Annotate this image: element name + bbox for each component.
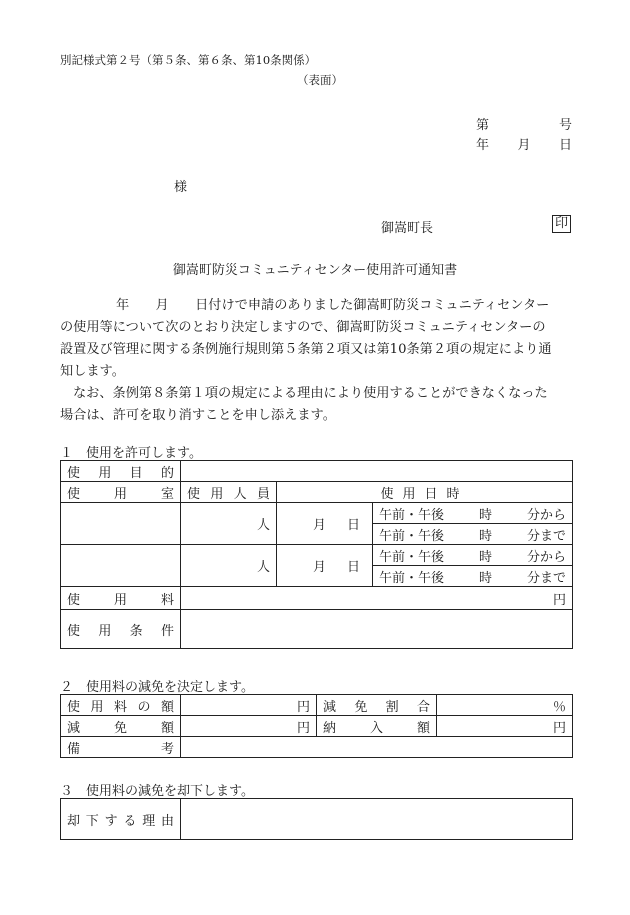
hour-unit: 時: [479, 507, 493, 523]
face-label: （表面）: [297, 73, 343, 87]
issuer-title: 御嵩町長: [381, 221, 434, 236]
hour-unit: 時: [479, 549, 493, 565]
table-row: [61, 610, 573, 649]
body-line: の使用等について次のとおり決定しますので、御嵩町防災コミュニティセンターの: [60, 320, 546, 335]
from-label: 分から: [527, 549, 567, 565]
until-label: 分まで: [527, 528, 567, 544]
addressee-honorific: 様: [174, 180, 188, 195]
body-line: なお、条例第８条第１項の規定による理由により使用することができなくなった: [73, 386, 548, 401]
ampm-label: 午前・午後: [379, 507, 445, 523]
number-prefix: 第: [476, 118, 490, 133]
conditions-field[interactable]: [181, 610, 573, 649]
reduction-rate-label: 減免割合: [317, 695, 437, 716]
fee-label: 使用料: [61, 587, 181, 610]
date-field[interactable]: [277, 503, 373, 545]
notice-body: [60, 295, 580, 427]
datetime-label: 使用日時: [277, 482, 573, 503]
people-label: 使用人員: [181, 482, 277, 503]
section2-heading: ２ 使用料の減免を決定します。: [60, 680, 254, 695]
table-row: [61, 716, 573, 737]
payment-amount-field[interactable]: 円: [437, 716, 573, 737]
month-unit: 月: [313, 518, 327, 533]
date-field[interactable]: [277, 545, 373, 587]
table-row: [61, 461, 573, 482]
form-reference: 別記様式第２号（第５条、第６条、第10条関係）: [60, 53, 317, 67]
body-line: 年 月 日付けで申請のありました御嵩町防災コミュニティセンター: [116, 298, 550, 313]
reduction-amount-field[interactable]: 円: [181, 716, 317, 737]
date-month: 月: [517, 138, 531, 153]
month-unit: 月: [313, 560, 327, 575]
remarks-field[interactable]: [181, 737, 573, 758]
ampm-label: 午前・午後: [379, 549, 445, 565]
fee-amount-field[interactable]: 円: [181, 695, 317, 716]
time-from-field[interactable]: [373, 503, 573, 524]
payment-amount-label: 納入額: [317, 716, 437, 737]
hour-unit: 時: [479, 528, 493, 544]
number-suffix: 号: [558, 118, 572, 133]
body-line: 設置及び管理に関する条例施行規則第５条第２項又は第10条第２項の規定により通: [60, 342, 552, 357]
section1-heading: １ 使用を許可します。: [60, 446, 202, 461]
reduction-rate-field[interactable]: ％: [437, 695, 573, 716]
rejection-reason-field[interactable]: [181, 799, 573, 840]
day-unit: 日: [346, 560, 360, 575]
seal-mark: [552, 215, 571, 233]
time-until-field[interactable]: [373, 566, 573, 587]
room-label: 使用室: [61, 482, 181, 503]
time-until-field[interactable]: [373, 524, 573, 545]
reduction-table: [60, 694, 573, 758]
body-line: 知します。: [60, 364, 125, 379]
ampm-label: 午前・午後: [379, 570, 445, 586]
table-row: [61, 482, 573, 503]
ampm-label: 午前・午後: [379, 528, 445, 544]
hour-unit: 時: [479, 570, 493, 586]
document-date: [476, 134, 572, 153]
rejection-table: [60, 798, 573, 840]
permit-table: [60, 460, 573, 649]
room-field[interactable]: [61, 545, 181, 587]
date-year: 年: [476, 138, 490, 153]
remarks-label: 備考: [61, 737, 181, 758]
body-line: 場合は、許可を取り消すことを申し添えます。: [60, 408, 336, 423]
time-from-field[interactable]: [373, 545, 573, 566]
reduction-amount-label: 減免額: [61, 716, 181, 737]
table-row: [61, 587, 573, 610]
fee-field[interactable]: 円: [181, 587, 573, 610]
conditions-label: 使用条件: [61, 610, 181, 649]
room-field[interactable]: [61, 503, 181, 545]
date-day: 日: [558, 138, 572, 153]
until-label: 分まで: [527, 570, 567, 586]
table-row: [61, 503, 573, 524]
table-row: [61, 737, 573, 758]
fee-amount-label: 使用料の額: [61, 695, 181, 716]
document-title: 御嵩町防災コミュニティセンター使用許可通知書: [172, 263, 458, 278]
table-row: [61, 695, 573, 716]
table-row: [61, 799, 573, 840]
seal-text: 印: [552, 215, 571, 233]
purpose-label: 使用目的: [61, 461, 181, 482]
rejection-reason-label: 却下する理由: [61, 799, 181, 840]
document-number: [476, 114, 572, 133]
purpose-field[interactable]: [181, 461, 573, 482]
people-field[interactable]: 人: [181, 545, 277, 587]
from-label: 分から: [527, 507, 567, 523]
table-row: [61, 545, 573, 566]
people-field[interactable]: 人: [181, 503, 277, 545]
day-unit: 日: [346, 518, 360, 533]
section3-heading: ３ 使用料の減免を却下します。: [60, 784, 254, 799]
